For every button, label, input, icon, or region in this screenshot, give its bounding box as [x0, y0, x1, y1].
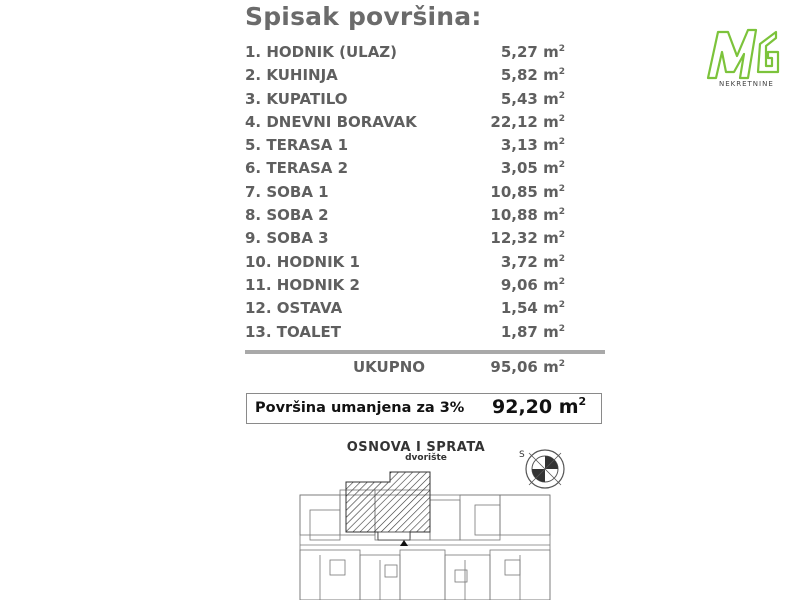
room-row — [245, 299, 565, 322]
room-name: 13. TOALET — [245, 322, 342, 341]
room-area: 5,82 $m^2$ — [500, 66, 565, 85]
room-name: 4. DNEVNI BORAVAK — [245, 112, 417, 131]
room-name: 11. HODNIK 2 — [245, 275, 360, 294]
room-row — [245, 113, 565, 136]
room-area: 10,85 $m^2$ — [490, 182, 565, 201]
room-area: 5,43 $m^2$ — [500, 89, 565, 108]
logo-text: NEKRETNINE — [719, 80, 774, 88]
room-name: 7. SOBA 1 — [245, 182, 329, 201]
room-name: 3. KUPATILO — [245, 89, 348, 108]
room-name: 5. TERASA 1 — [245, 136, 349, 155]
room-row — [245, 159, 565, 182]
room-row — [245, 323, 565, 346]
plan-title: OSNOVA I SPRATA — [346, 440, 486, 455]
room-row — [245, 253, 565, 276]
room-area: 12,32 $m^2$ — [490, 229, 565, 248]
compass-label: S — [519, 450, 525, 460]
room-area: 3,13 $m^2$ — [500, 136, 565, 155]
reduced-area-label: Površina umanjena za 3% — [255, 400, 465, 416]
room-row — [245, 276, 565, 299]
room-area: 10,88 $m^2$ — [490, 206, 565, 225]
room-area: 22,12 $m^2$ — [490, 112, 565, 131]
plan-subtitle: dvorište — [405, 453, 447, 463]
room-name: 2. KUHINJA — [245, 66, 338, 85]
room-area: 1,87 $m^2$ — [500, 322, 565, 341]
room-area: 1,54 $m^2$ — [500, 299, 565, 318]
room-area: 3,72 $m^2$ — [500, 252, 565, 271]
reduced-area-value: 92,20 $m^2$ — [492, 395, 587, 418]
total-divider — [245, 350, 605, 354]
room-list — [245, 43, 565, 346]
room-area: 5,27 $m^2$ — [500, 43, 565, 61]
room-row — [245, 66, 565, 89]
room-name: 9. SOBA 3 — [245, 229, 329, 248]
room-name: 6. TERASA 2 — [245, 159, 349, 178]
room-name: 1. HODNIK (ULAZ) — [245, 43, 398, 61]
page-title: Spisak površina: — [245, 2, 482, 31]
mg-logo-icon — [704, 22, 782, 82]
total-label: UKUPNO — [353, 358, 426, 376]
room-name: 10. HODNIK 1 — [245, 252, 360, 271]
room-row — [245, 43, 565, 66]
room-area: 9,06 $m^2$ — [500, 275, 565, 294]
room-row — [245, 183, 565, 206]
room-row — [245, 90, 565, 113]
room-row — [245, 206, 565, 229]
room-area: 3,05 $m^2$ — [500, 159, 565, 178]
room-row — [245, 136, 565, 159]
total-value: 95,06 $m^2$ — [490, 358, 565, 376]
room-name: 12. OSTAVA — [245, 299, 343, 318]
floor-plan-drawing — [290, 460, 560, 600]
reduced-area-box — [246, 393, 602, 424]
room-name: 8. SOBA 2 — [245, 206, 329, 225]
room-row — [245, 229, 565, 252]
